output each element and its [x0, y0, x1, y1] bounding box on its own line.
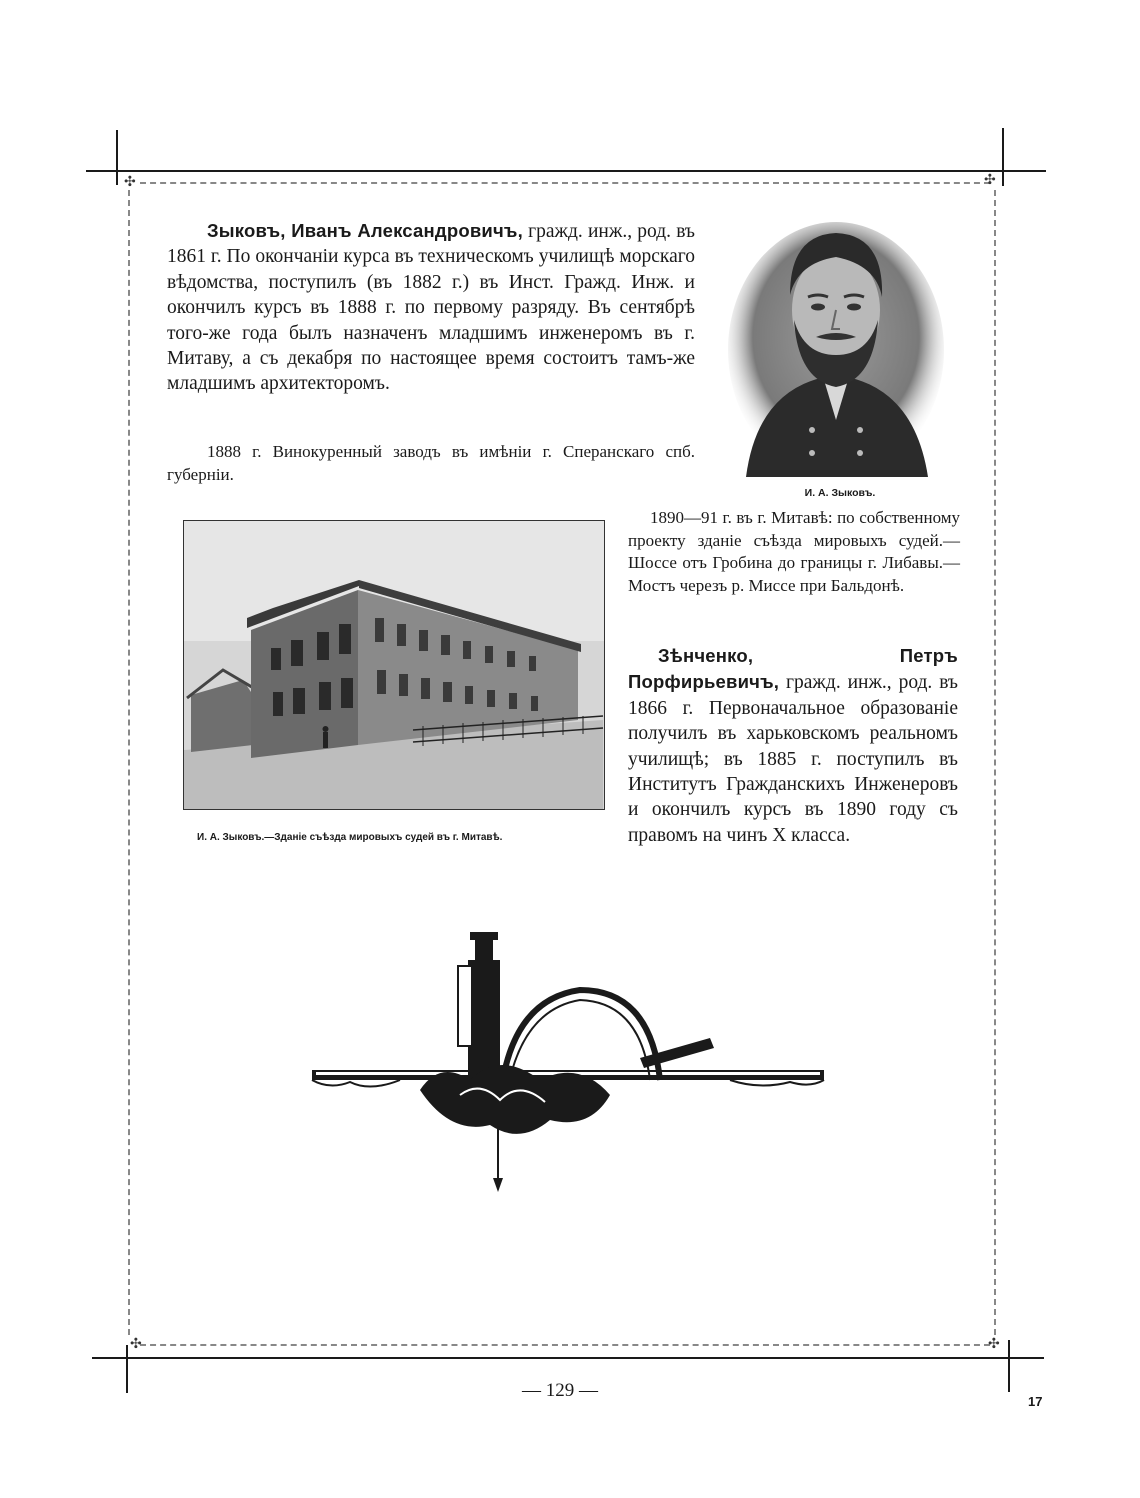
entry-zykov-name: Зыковъ, Иванъ Александровичъ, [207, 220, 523, 241]
entry-zenchenko-name: Зѣнченко, Петръ Порфирьевичъ, [628, 645, 958, 693]
inner-border-top [140, 182, 990, 184]
entry-zykov-works-1890: 1890—91 г. въ г. Митавѣ: по собственному проекту зданiе съѣзда мировыхъ судей.—Шоссе отъ Гробина до границы г. Либавы.—Мостъ черезъ р. Миссе при Бальдонѣ. [628, 508, 960, 595]
decorative-vignette [310, 930, 830, 1192]
sheet-number: 17 [1028, 1394, 1043, 1409]
entry-zykov-bio [167, 218, 695, 397]
corner-ornament-br: ✣ [988, 1337, 1000, 1352]
entry-zenchenko-bio [628, 643, 958, 848]
building-photo-caption: И. А. Зыковъ.—Зданiе съѣзда мировыхъ судей въ г. Митавѣ. [197, 832, 503, 843]
frame-left-rule-bottom [126, 1345, 128, 1393]
frame-left-rule-top [116, 130, 118, 185]
page-number: — 129 — [522, 1380, 598, 1401]
corner-ornament-tl: ✣ [124, 175, 136, 190]
inner-border-bottom [140, 1344, 990, 1346]
building-photo [183, 520, 605, 810]
frame-bottom-rule [92, 1357, 1044, 1359]
portrait-caption: И. А. Зыковъ. [804, 487, 876, 499]
inner-border-left [128, 190, 130, 1335]
inner-border-right [994, 190, 996, 1335]
corner-ornament-bl: ✣ [130, 1337, 142, 1352]
portrait-image [728, 215, 944, 477]
frame-right-rule-bottom [1008, 1340, 1010, 1392]
frame-right-rule-top [1002, 128, 1004, 186]
entry-zykov-works-1888: 1888 г. Винокуренный заводъ въ имѣнiи г. Сперанскаго спб. губернiи. [167, 442, 695, 484]
entry-zenchenko-text: гражд. инж., род. въ 1866 г. Первоначальное образованiе получилъ въ харьковскомъ реальномъ училищѣ; въ 1885 г. поступилъ въ Институтъ Гражданскихъ Инженеровъ и окончилъ курсъ въ 1890 году съ правомъ на чинъ X класса. [628, 672, 958, 846]
frame-top-rule [86, 170, 1046, 172]
corner-ornament-tr: ✣ [984, 173, 996, 188]
entry-zykov-text: гражд. инж., род. въ 1861 г. По окончанiи курса въ техническомъ училищѣ морскаго вѣдомства, поступилъ (въ 1882 г.) въ Инст. Гражд. Инж. и окончилъ курсъ въ 1888 г. по первому разряду. Въ сентябрѣ того-же года былъ назначенъ младшимъ инженеромъ въ г. Митаву, а съ декабря по настоящее время состоитъ тамъ-же младшимъ архитекторомъ. [167, 221, 695, 395]
